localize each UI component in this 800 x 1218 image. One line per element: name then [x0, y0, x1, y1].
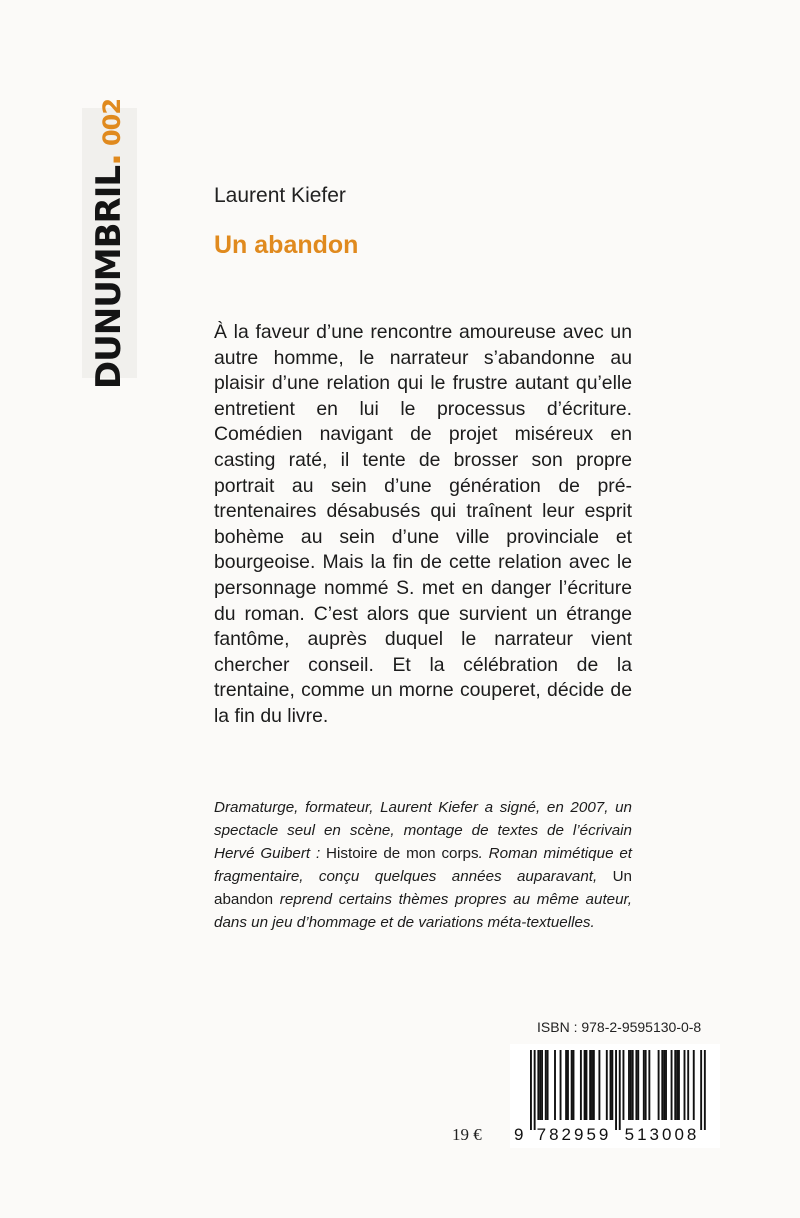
collection-logo: [89, 98, 129, 390]
barcode-bar: [589, 1050, 591, 1120]
barcode-bar: [610, 1050, 612, 1120]
barcode-bar: [606, 1050, 608, 1120]
barcode-digits-right: 513008: [624, 1125, 700, 1144]
barcode-bar: [619, 1050, 621, 1130]
book-blurb: À la faveur d’une rencontre amoureuse avec un autre homme, le narrateur s’abandonne au plaisir d’une relation qui le frustre autant qu’elle entretient en lui le processus d’écriture. Comédien navigant de projet miséreux en casting raté, il tente de brosser son propre portrait au sein d’une génération de pré-trentenaires désabusés qui traînent leur esprit bohème au sein d’une ville provinciale et bourgeoise. Mais la fin de cette relation avec le personnage nommé S. met en danger l’écriture du roman. C’est alors que survient un étrange fantôme, auprès duquel le narrateur vient chercher conseil. Et la célébration de la trentaine, comme un morne couperet, décide de la fin du livre.: [214, 321, 632, 727]
barcode-bar: [693, 1050, 695, 1120]
barcode-bar: [539, 1050, 541, 1120]
barcode-bar: [676, 1050, 678, 1120]
barcode-bar: [545, 1050, 547, 1120]
barcode-lead-digit: 9: [514, 1125, 524, 1144]
bio-part-2: . Roman mimétique et fragmentaire, conçu quelques années auparavant,: [214, 845, 633, 885]
barcode: [510, 1044, 720, 1148]
barcode-bar: [580, 1050, 582, 1120]
barcode-bar: [565, 1050, 567, 1120]
barcode-bar: [658, 1050, 660, 1120]
barcode-bar: [586, 1050, 588, 1120]
barcode-bar: [645, 1050, 647, 1120]
bio-part-1: Dramaturge, formateur, Laurent Kiefer a signé, en 2007, un spectacle seul en scène, montage de textes de l’écrivain Hervé Guibert :: [214, 799, 632, 862]
barcode-bar: [630, 1050, 632, 1120]
barcode-graphic: [510, 1044, 720, 1148]
barcode-bar: [661, 1050, 663, 1120]
barcode-bar: [611, 1050, 613, 1120]
collection-name: DUNUMBRIL: [89, 165, 129, 390]
bio-part-3: reprend certains thèmes propres au même auteur, dans un jeu d’hommage et de variations méta-textuelles.: [214, 891, 632, 931]
bio-title-2: Un abandon: [214, 868, 632, 908]
barcode-bar: [584, 1050, 586, 1120]
barcode-digits-left: 782959: [536, 1125, 612, 1144]
barcode-bar: [637, 1050, 639, 1120]
barcode-bar: [541, 1050, 543, 1120]
book-title: Un abandon: [214, 231, 359, 259]
barcode-bar: [700, 1050, 702, 1130]
barcode-bar: [704, 1050, 706, 1130]
barcode-bar: [635, 1050, 637, 1120]
barcode-bar: [560, 1050, 562, 1120]
barcode-bar: [628, 1050, 630, 1120]
barcode-bar: [671, 1050, 673, 1120]
barcode-bar: [665, 1050, 667, 1120]
barcode-bar: [593, 1050, 595, 1120]
barcode-bar: [678, 1050, 680, 1120]
collection-dot: .: [89, 154, 129, 166]
price: 19 €: [452, 1125, 482, 1144]
barcode-bar: [687, 1050, 689, 1120]
barcode-bar: [567, 1050, 569, 1120]
author-bio: [214, 796, 632, 934]
barcode-bar: [623, 1050, 625, 1120]
barcode-bar: [663, 1050, 665, 1120]
collection-number: 002: [98, 98, 126, 147]
barcode-bar: [573, 1050, 575, 1120]
barcode-bar: [684, 1050, 686, 1120]
bio-title-1: Histoire de mon corps: [326, 845, 479, 862]
barcode-bar: [571, 1050, 573, 1120]
barcode-bar: [554, 1050, 556, 1120]
barcode-bar: [598, 1050, 600, 1120]
barcode-bar: [547, 1050, 549, 1120]
isbn-label: ISBN : 978-2-9595130-0-8: [537, 1019, 702, 1035]
barcode-bar: [530, 1050, 532, 1130]
barcode-bar: [648, 1050, 650, 1120]
barcode-bar: [632, 1050, 634, 1120]
barcode-bar: [591, 1050, 593, 1120]
barcode-bar: [615, 1050, 617, 1130]
author-name: Laurent Kiefer: [214, 184, 346, 207]
barcode-bar: [674, 1050, 676, 1120]
barcode-bar: [534, 1050, 536, 1130]
barcode-bar: [643, 1050, 645, 1120]
barcode-bar: [537, 1050, 539, 1120]
